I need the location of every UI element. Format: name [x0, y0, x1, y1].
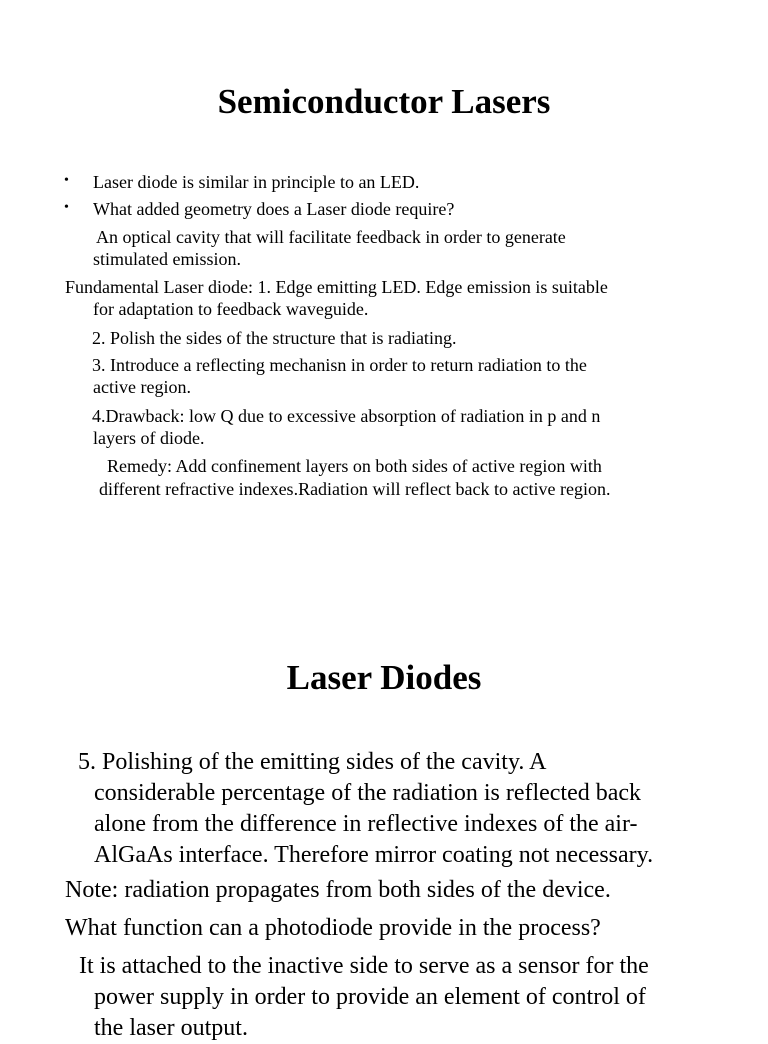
step-5-line: AlGaAs interface. Therefore mirror coating not necessary. — [94, 842, 654, 868]
note-line: Note: radiation propagates from both sides of the device. — [65, 877, 611, 903]
answer-line: power supply in order to provide an element of control of — [94, 984, 646, 1010]
step-3-line: active region. — [93, 377, 191, 397]
step-3-line: 3. Introduce a reflecting mechanisn in order to return radiation to the — [92, 355, 587, 375]
step-4-line: layers of diode. — [93, 428, 205, 448]
question-line: What function can a photodiode provide in the process? — [65, 915, 601, 941]
slide-title: Semiconductor Lasers — [217, 82, 551, 121]
bullet-item: What added geometry does a Laser diode require? — [93, 199, 455, 219]
step-5-line: alone from the difference in reflective indexes of the air- — [94, 811, 638, 837]
answer-line: It is attached to the inactive side to serve as a sensor for the — [79, 953, 649, 979]
step-5-line: considerable percentage of the radiation is reflected back — [94, 780, 642, 806]
remedy-line: different refractive indexes.Radiation will reflect back to active region. — [99, 479, 611, 499]
fundamental-line: Fundamental Laser diode: 1. Edge emitting LED. Edge emission is suitable — [65, 277, 608, 297]
fundamental-line: for adaptation to feedback waveguide. — [93, 299, 369, 319]
slide-title: Laser Diodes — [286, 658, 482, 697]
answer-line: stimulated emission. — [93, 249, 241, 269]
remedy-line: Remedy: Add confinement layers on both sides of active region with — [107, 456, 602, 476]
answer-line: An optical cavity that will facilitate feedback in order to generate — [96, 227, 566, 247]
bullet-item: Laser diode is similar in principle to an LED. — [93, 172, 420, 192]
step-2: 2. Polish the sides of the structure that is radiating. — [92, 328, 457, 348]
slide-laser-diodes — [0, 600, 768, 1041]
bullet-marker: • — [64, 200, 69, 215]
bullet-marker: • — [64, 173, 69, 188]
step-4-line: 4.Drawback: low Q due to excessive absorption of radiation in p and n — [92, 406, 601, 426]
step-5-line: 5. Polishing of the emitting sides of the cavity. A — [78, 749, 547, 775]
answer-line: the laser output. — [94, 1015, 248, 1041]
